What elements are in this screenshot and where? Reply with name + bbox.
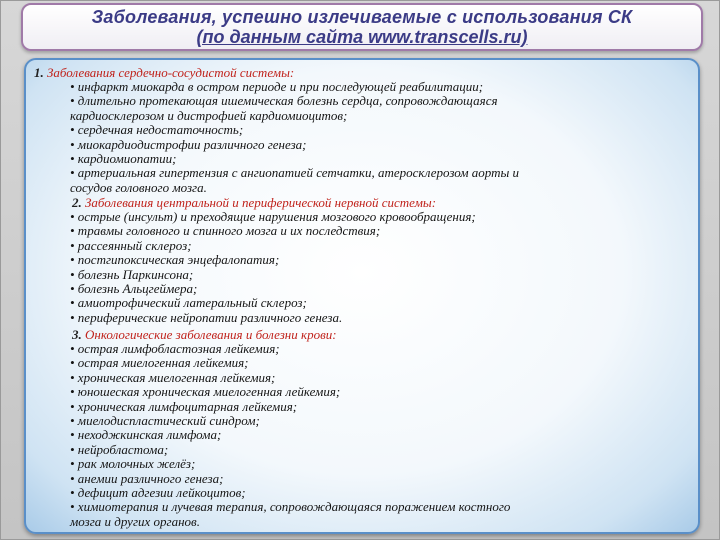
- list-item: кардиосклерозом и дистрофией кардиомиоцитов;: [70, 107, 348, 123]
- list-item: • кардиомиопатии;: [70, 151, 177, 166]
- list-item: сосудов головного мозга.: [70, 179, 207, 195]
- list-item: • хроническая лимфоцитарная лейкемия;: [70, 398, 298, 414]
- list-item: • острая миелогенная лейкемия;: [70, 355, 249, 371]
- section-number: 1.: [34, 65, 47, 80]
- section-title: Заболевания центральной и периферической нервной системы:: [85, 195, 437, 210]
- title-box: [21, 3, 703, 51]
- list-item: • амиотрофический латеральный склероз;: [70, 295, 307, 311]
- list-item: • острая лимфобластозная лейкемия;: [70, 341, 280, 356]
- list-item: • нейробластома;: [70, 441, 169, 457]
- section-header: [72, 328, 337, 342]
- list-item: • анемии различного генеза;: [70, 470, 224, 486]
- list-item: • химиотерапия и лучевая терапия, сопровождающаяся поражением костного: [70, 499, 511, 515]
- list-item: • рассеянный склероз;: [70, 237, 192, 253]
- section-title: Онкологические заболевания и болезни крови:: [85, 327, 337, 342]
- list-item: • болезнь Альцгеймера;: [70, 281, 198, 296]
- section-number: 3.: [72, 327, 85, 342]
- list-item: • артериальная гипертензия с ангиопатией сетчатки, атеросклерозом аорты и: [70, 165, 520, 181]
- list-item: • острые (инсульт) и преходящие нарушения мозгового кровообращения;: [70, 209, 476, 224]
- list-item: мозга и других органов.: [70, 513, 200, 529]
- list-item: • неходжкинская лимфома;: [70, 427, 222, 443]
- list-item: • миокардиодистрофии различного генеза;: [70, 136, 307, 152]
- list-item: • рак молочных желёз;: [70, 456, 196, 472]
- list-item: • миелодиспластический синдром;: [70, 413, 260, 428]
- section-header: [34, 66, 294, 80]
- section-title: Заболевания сердечно-сосудистой системы:: [47, 65, 295, 80]
- list-item: • длительно протекающая ишемическая болезнь сердца, сопровождающаяся: [70, 93, 498, 109]
- slide-title: Заболевания, успешно излечиваемые с использования СК: [91, 7, 633, 27]
- list-item: • инфаркт миокарда в остром периоде и при последующей реабилитации;: [70, 79, 484, 94]
- section-header: [72, 196, 436, 210]
- section-number: 2.: [72, 195, 85, 210]
- list-item: • юношеская хроническая миелогенная лейкемия;: [70, 384, 341, 400]
- list-item: • сердечная недостаточность;: [70, 122, 244, 138]
- list-item: • травмы головного и спинного мозга и их последствия;: [70, 223, 381, 239]
- slide-subtitle-source: (по данным сайта www.transcells.ru): [196, 27, 528, 47]
- list-item: • болезнь Паркинсона;: [70, 266, 194, 282]
- list-item: • хроническая миелогенная лейкемия;: [70, 369, 276, 385]
- list-item: • периферические нейропатии различного генеза.: [70, 309, 343, 325]
- list-item: • дефицит адгезии лейкоцитов;: [70, 485, 246, 500]
- list-item: • постгипоксическая энцефалопатия;: [70, 252, 280, 268]
